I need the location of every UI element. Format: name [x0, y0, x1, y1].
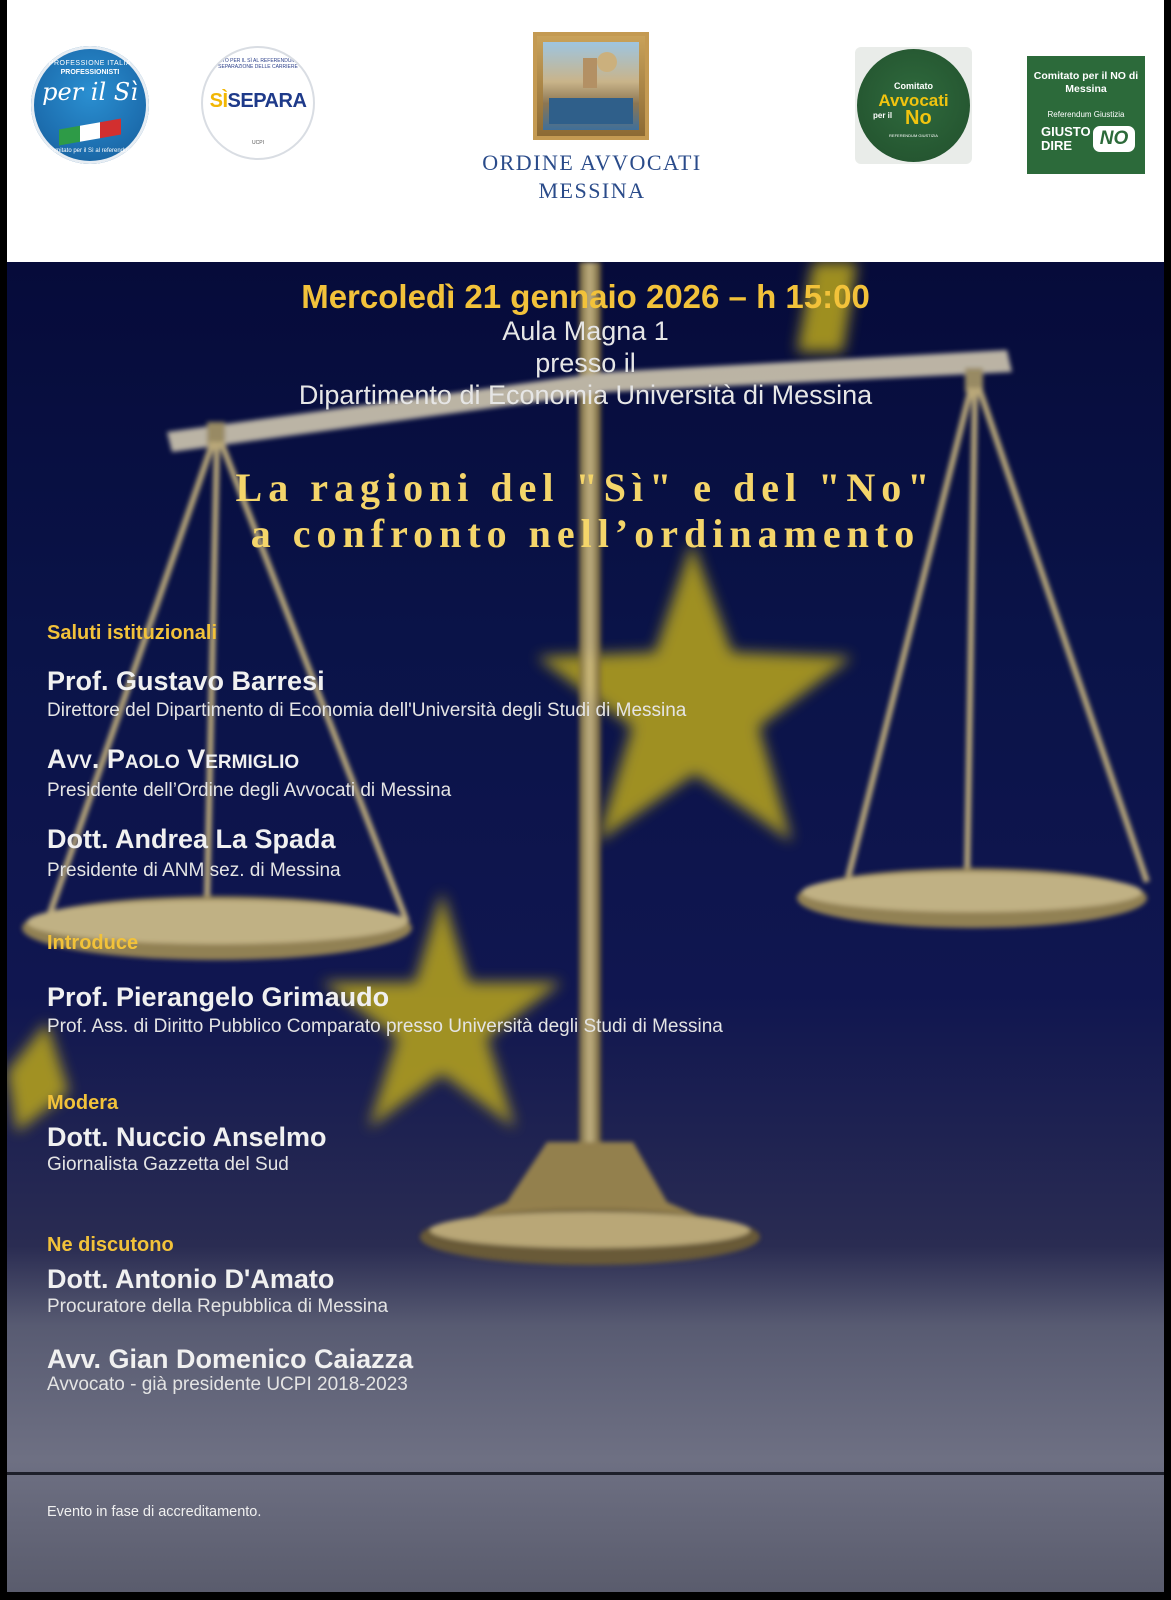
logo-si-top-text: PROFESSIONE ITALIA	[48, 60, 132, 67]
logo-avvno-avvocati: Avvocati	[878, 91, 949, 110]
logo-si-big-text: per il Sì	[42, 78, 138, 106]
logo-avvno-per-il: per il	[873, 111, 893, 120]
event-date: Mercoledì 21 gennaio 2026 – h 15:00	[301, 278, 870, 315]
section-ne-discutono: Ne discutono	[47, 1234, 174, 1256]
venue-presso: presso il	[535, 348, 636, 378]
speaker-role-caiazza: Avvocato - già presidente UCPI 2018-2023	[47, 1374, 408, 1395]
section-saluti-istituzionali: Saluti istituzionali	[47, 622, 218, 644]
speaker-name-la-spada: Dott. Andrea La Spada	[47, 824, 336, 854]
event-title-line2: a confronto nell’ordinamento	[250, 511, 921, 556]
speaker-role-vermiglio: Presidente dell’Ordine degli Avvocati di Messina	[47, 780, 452, 801]
header-logos-bar	[7, 0, 1164, 262]
logo-avvno-referendum: REFERENDUM GIUSTIZIA	[889, 133, 938, 138]
speaker-name-grimaudo: Prof. Pierangelo Grimaudo	[47, 982, 390, 1012]
ordine-avvocati-messina-logo	[447, 32, 737, 212]
logo-si-bottom-text: Comitato per il Sì al referendum	[47, 148, 133, 154]
speaker-role-la-spada: Presidente di ANM sez. di Messina	[47, 860, 341, 881]
speaker-role-anselmo: Giornalista Gazzetta del Sud	[47, 1154, 289, 1175]
ordine-name-line2: MESSINA	[538, 178, 646, 203]
giusto-dire-no-logo	[1027, 56, 1145, 174]
logo-avvno-no: No	[905, 107, 932, 129]
si-separa-logo	[201, 46, 315, 160]
venue-department: Dipartimento di Economia Università di Messina	[298, 380, 873, 410]
logo-giusto-words	[1041, 125, 1091, 153]
logo-separa-foot: UCPI	[252, 140, 264, 146]
speaker-role-damato: Procuratore della Repubblica di Messina	[47, 1296, 389, 1317]
footer-divider	[7, 1472, 1164, 1475]
professionisti-per-il-si-logo	[31, 46, 149, 164]
section-modera: Modera	[47, 1092, 119, 1114]
ordine-name-line1: ORDINE AVVOCATI	[482, 150, 702, 175]
speaker-name-damato: Dott. Antonio D'Amato	[47, 1264, 335, 1294]
speaker-name-vermiglio: Avv. Paolo Vermiglio	[47, 744, 300, 774]
logo-separa-si: SÌ	[209, 90, 228, 112]
speaker-name-anselmo: Dott. Nuccio Anselmo	[47, 1122, 327, 1152]
venue-room: Aula Magna 1	[502, 316, 669, 346]
logo-giusto-referendum: Referendum Giustizia	[1047, 110, 1125, 119]
italian-flag-icon	[59, 119, 121, 146]
logo-giusto-giusto: GIUSTO	[1041, 124, 1091, 139]
event-title-line1: La ragioni del "Sì" e del "No"	[235, 465, 936, 510]
logo-separa-ring-text: COMITATO PER IL SÌ AL REFERENDUM SULLA SEPARAZIONE DELLE CARRIERE	[203, 58, 313, 70]
logo-separa-word	[203, 90, 313, 113]
accreditation-note: Evento in fase di accreditamento.	[47, 1504, 262, 1520]
logo-si-mid-text: PROFESSIONISTI	[60, 69, 120, 76]
logo-separa-rest: SEPARA	[227, 90, 307, 112]
speaker-name-barresi: Prof. Gustavo Barresi	[47, 666, 325, 696]
logo-giusto-no-badge: NO	[1093, 126, 1135, 152]
speaker-role-barresi: Direttore del Dipartimento di Economia dell'Università degli Studi di Messina	[47, 700, 687, 721]
event-poster	[7, 262, 1164, 1592]
speaker-name-caiazza: Avv. Gian Domenico Caiazza	[47, 1344, 414, 1374]
logo-giusto-dire: DIRE	[1041, 138, 1073, 153]
speaker-role-grimaudo: Prof. Ass. di Diritto Pubblico Comparato presso Università degli Studi di Messina	[47, 1016, 723, 1037]
comitato-avvocati-per-il-no-logo	[855, 47, 972, 164]
messina-city-mosaic-icon	[533, 32, 649, 140]
logo-avvno-comitato: Comitato	[894, 81, 933, 91]
logo-giusto-committee: Comitato per il NO di Messina	[1033, 70, 1139, 95]
section-introduce: Introduce	[47, 932, 139, 954]
